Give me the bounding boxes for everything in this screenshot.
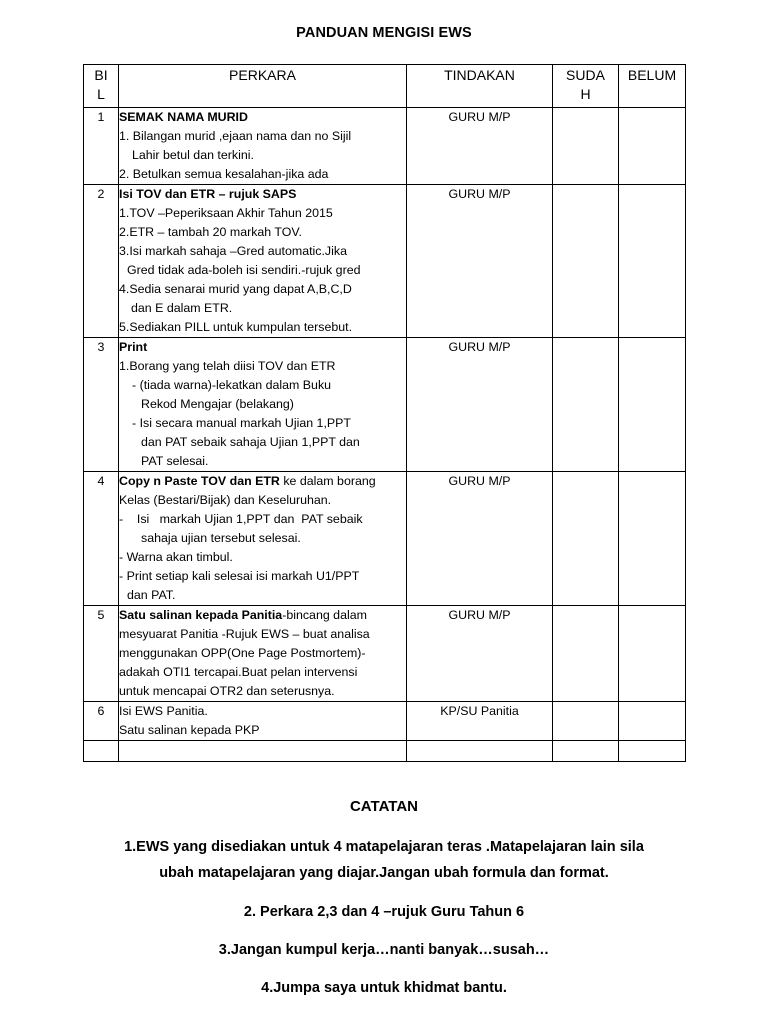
row-number: 5 bbox=[84, 606, 119, 702]
row-tindakan: GURU M/P bbox=[407, 338, 553, 472]
header-sudah: SUDA H bbox=[553, 65, 619, 108]
row-perkara: Satu salinan kepada Panitia-bincang dalam mesyuarat Panitia -Rujuk EWS – buat analisa menggunakan OPP(One Page Postmortem)- adakah OTI1 tercapai.Buat pelan intervensi untuk mencapai OTR2 dan seterusnya. bbox=[119, 606, 407, 702]
table-row bbox=[84, 108, 686, 185]
table-header-row bbox=[84, 65, 686, 108]
row-tindakan: GURU M/P bbox=[407, 185, 553, 338]
row-belum-cell[interactable] bbox=[619, 472, 686, 606]
row-tindakan: GURU M/P bbox=[407, 472, 553, 606]
row-number: 2 bbox=[84, 185, 119, 338]
empty-cell[interactable] bbox=[553, 741, 619, 762]
note-2: 2. Perkara 2,3 dan 4 –rujuk Guru Tahun 6 bbox=[243, 904, 525, 920]
row-tindakan: KP/SU Panitia bbox=[407, 702, 553, 741]
row-perkara: Copy n Paste TOV dan ETR ke dalam borang Kelas (Bestari/Bijak) dan Keseluruhan. - Isi markah Ujian 1,PPT dan PAT sebaik sahaja ujian tersebut selesai. - Warna akan timbul. - Print setiap kali selesai isi markah U1/PPT dan PAT. bbox=[119, 472, 407, 606]
row-perkara: Isi TOV dan ETR – rujuk SAPS 1.TOV –Peperiksaan Akhir Tahun 2015 2.ETR – tambah 20 markah TOV. 3.Isi markah sahaja –Gred automatic.Jika Gred tidak ada-boleh isi sendiri.-rujuk gred 4.Sedia senarai murid yang dapat A,B,C,D dan E dalam ETR. 5.Sediakan PILL untuk kumpulan tersebut. bbox=[119, 185, 407, 338]
row-sudah-cell[interactable] bbox=[553, 338, 619, 472]
row-sudah-cell[interactable] bbox=[553, 702, 619, 741]
row-belum-cell[interactable] bbox=[619, 338, 686, 472]
empty-cell[interactable] bbox=[407, 741, 553, 762]
empty-cell[interactable] bbox=[619, 741, 686, 762]
table-row-empty bbox=[84, 741, 686, 762]
row-perkara: SEMAK NAMA MURID 1. Bilangan murid ,ejaan nama dan no Sijil Lahir betul dan terkini. 2. Betulkan semua kesalahan-jika ada bbox=[119, 108, 407, 185]
row-sudah-cell[interactable] bbox=[553, 185, 619, 338]
catatan-title: CATATAN bbox=[349, 798, 419, 815]
row-belum-cell[interactable] bbox=[619, 606, 686, 702]
row-sudah-cell[interactable] bbox=[553, 606, 619, 702]
row-number: 4 bbox=[84, 472, 119, 606]
row-number: 1 bbox=[84, 108, 119, 185]
table-row bbox=[84, 338, 686, 472]
row-sudah-cell[interactable] bbox=[553, 108, 619, 185]
note-4: 4.Jumpa saya untuk khidmat bantu. bbox=[261, 980, 507, 996]
header-perkara: PERKARA bbox=[119, 65, 407, 108]
row-perkara: Print 1.Borang yang telah diisi TOV dan ETR - (tiada warna)-lekatkan dalam Buku Rekod Mengajar (belakang) - Isi secara manual markah Ujian 1,PPT dan PAT sebaik sahaja Ujian 1,PPT dan PAT selesai. bbox=[119, 338, 407, 472]
row-belum-cell[interactable] bbox=[619, 702, 686, 741]
row-number: 6 bbox=[84, 702, 119, 741]
row-tindakan: GURU M/P bbox=[407, 606, 553, 702]
header-belum: BELUM bbox=[619, 65, 686, 108]
page-title: PANDUAN MENGISI EWS bbox=[296, 25, 472, 41]
note-3: 3.Jangan kumpul kerja…nanti banyak…susah… bbox=[218, 942, 550, 958]
empty-cell[interactable] bbox=[84, 741, 119, 762]
row-number: 3 bbox=[84, 338, 119, 472]
ews-guide-table bbox=[83, 64, 686, 762]
header-tindakan: TINDAKAN bbox=[407, 65, 553, 108]
row-tindakan: GURU M/P bbox=[407, 108, 553, 185]
table-row bbox=[84, 185, 686, 338]
empty-cell[interactable] bbox=[119, 741, 407, 762]
table-row bbox=[84, 606, 686, 702]
row-belum-cell[interactable] bbox=[619, 108, 686, 185]
table-row bbox=[84, 702, 686, 741]
row-sudah-cell[interactable] bbox=[553, 472, 619, 606]
row-perkara: Isi EWS Panitia. Satu salinan kepada PKP bbox=[119, 702, 407, 741]
header-bil: BI L bbox=[84, 65, 119, 108]
note-1: 1.EWS yang disediakan untuk 4 matapelajaran teras .Matapelajaran lain sila ubah matapelajaran yang diajar.Jangan ubah formula dan format. bbox=[124, 839, 644, 881]
row-belum-cell[interactable] bbox=[619, 185, 686, 338]
table-row bbox=[84, 472, 686, 606]
